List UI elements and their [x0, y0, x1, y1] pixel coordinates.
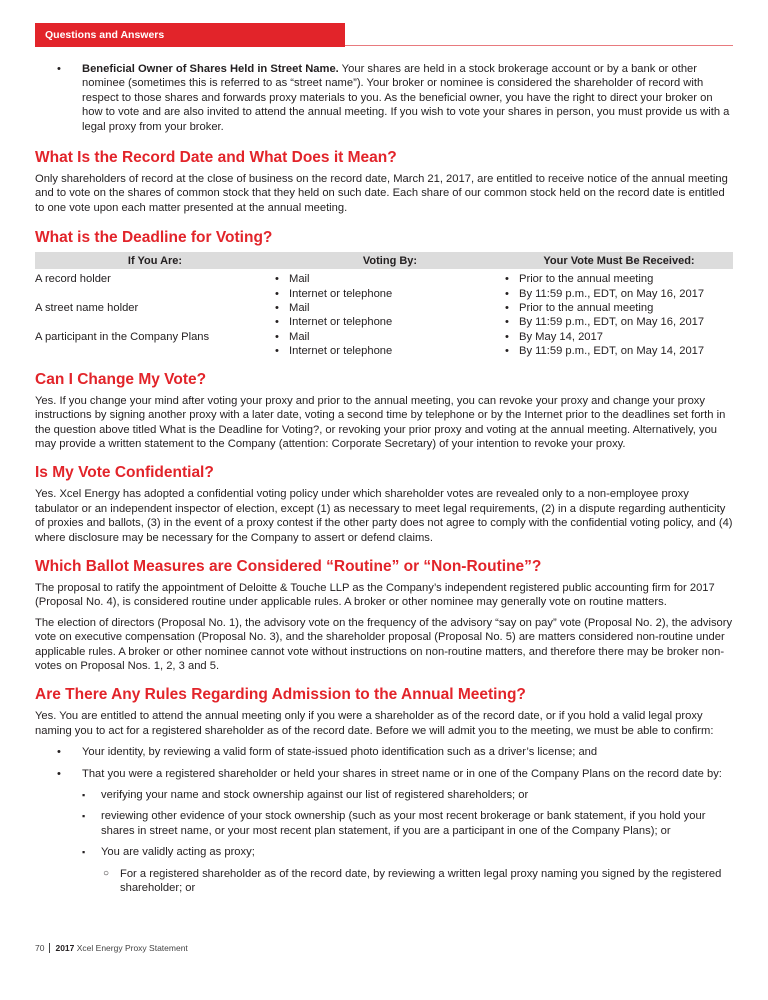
header-rule — [345, 45, 733, 46]
method-item: • Mail — [275, 330, 505, 344]
list-item-text: For a registered shareholder as of the record date, by reviewing a written legal proxy naming you signed by the registered shareholder; or — [120, 867, 722, 895]
section-heading: What Is the Record Date and What Does it Mean? — [35, 149, 397, 167]
section-heading: Is My Vote Confidential? — [35, 464, 214, 482]
section-body: Yes. If you change your mind after voting your proxy and prior to the annual meeting, you can revoke your proxy and change your proxy instructions by signing another proxy with a later date, voting a second time by telephone or by the Internet prior to the deadlines set forth in the question above titled What is the Deadline for Voting?, or revoking your prior proxy and voting at the annual meeting. Alternatively, you may provide a written statement to the Company (attention: Corporate Secretary) of your intention to revoke your proxy. — [35, 394, 726, 450]
section-deadline — [35, 229, 735, 358]
sub-sub-list-item — [35, 867, 735, 896]
method-item: • Mail — [275, 301, 505, 315]
section-heading: Can I Change My Vote? — [35, 370, 207, 388]
method-item: • Internet or telephone — [275, 315, 505, 329]
square-bullet-marker: ▪ — [82, 847, 86, 858]
section-body: The proposal to ratify the appointment of Deloitte & Touche LLP as the Company’s independent registered public accounting firm for 2017 (Proposal No. 4), is considered routine under applicable rules. A broker or other nominee may generally vote on routine matters. — [35, 581, 715, 609]
deadline-cell — [505, 301, 733, 330]
circle-bullet-marker: ○ — [103, 867, 110, 879]
intro-bullet — [35, 62, 735, 134]
method-cell — [275, 330, 505, 359]
holder-cell: A record holder — [35, 273, 111, 286]
deadline-item: • By 11:59 p.m., EDT, on May 16, 2017 — [505, 287, 733, 301]
deadline-item: • By May 14, 2017 — [505, 330, 733, 344]
deadline-cell — [505, 330, 733, 359]
sub-list-item — [35, 788, 735, 802]
deadline-item: • Prior to the annual meeting — [505, 272, 733, 286]
list-item-text: You are validly acting as proxy; — [101, 846, 255, 859]
section-confidential — [35, 464, 735, 545]
column-header: Voting By: — [362, 254, 418, 267]
footer-year: 2017 — [55, 943, 75, 953]
bullet-marker: • — [57, 767, 61, 780]
section-heading: What is the Deadline for Voting? — [35, 229, 273, 247]
section-heading: Are There Any Rules Regarding Admission to the Annual Meeting? — [35, 686, 526, 704]
sub-list-item — [35, 845, 735, 859]
method-item: • Internet or telephone — [275, 344, 505, 358]
section-change-vote — [35, 371, 735, 452]
square-bullet-marker: ▪ — [82, 811, 86, 822]
list-item — [35, 745, 735, 759]
section-header-bar — [35, 23, 345, 47]
list-item — [35, 767, 735, 781]
section-routine — [35, 558, 735, 673]
section-body: Yes. You are entitled to attend the annual meeting only if you were a shareholder as of the record date, or if you hold a valid legal proxy naming you to act for a registered shareholder as of the record date. Before we will admit you to the meeting, we must be able to confirm: — [35, 710, 714, 737]
table-body — [35, 269, 733, 358]
list-item-text: That you were a registered shareholder or held your shares in street name or in one of the Company Plans on the record date by: — [82, 767, 722, 780]
table-row — [35, 301, 733, 330]
table-row — [35, 272, 733, 301]
holder-cell: A street name holder — [35, 302, 139, 315]
footer-title: Xcel Energy Proxy Statement — [76, 943, 188, 953]
page-number: 70 — [35, 943, 50, 953]
holder-cell: A participant in the Company Plans — [35, 330, 210, 343]
bullet-marker: • — [57, 746, 61, 759]
deadline-item: • Prior to the annual meeting — [505, 301, 733, 315]
admission-list — [35, 745, 735, 895]
method-item: • Internet or telephone — [275, 287, 505, 301]
deadline-item: • By 11:59 p.m., EDT, on May 16, 2017 — [505, 315, 733, 329]
column-header: Your Vote Must Be Received: — [543, 254, 695, 267]
bullet-marker: • — [57, 63, 61, 75]
intro-bullet-text: Your shares are held in a stock brokerage account or by a bank or other nominee (sometimes this is referred to as “street name”). Your broker or nominee is considered the shareholder of record with respect to those shares and forwards proxy materials to you. As the beneficial owner, you have the right to direct your broker on how to vote and are also invited to attend the annual meeting. If you wish to vote your shares in person, you must provide us with a legal proxy from your broker. — [82, 63, 730, 133]
section-record-date — [35, 149, 735, 215]
section-admission — [35, 686, 735, 895]
list-item-text: reviewing other evidence of your stock ownership (such as your most recent brokerage or bank statement, if you hold your shares in street name, or your most recent plan statement, if you are a participant in one of the Company Plans); or — [101, 810, 706, 837]
page-content — [35, 62, 735, 895]
sub-list-item — [35, 809, 735, 838]
column-header: If You Are: — [127, 254, 183, 267]
list-item-text: Your identity, by reviewing a valid form of state-issued photo identification such as a driver’s license; and — [82, 746, 598, 759]
list-item-text: verifying your name and stock ownership against our list of registered shareholders; or — [101, 789, 529, 801]
table-header — [35, 252, 733, 269]
deadline-item: • By 11:59 p.m., EDT, on May 14, 2017 — [505, 344, 733, 358]
voting-deadline-table — [35, 252, 733, 358]
deadline-cell — [505, 272, 733, 301]
section-title: Questions and Answers — [45, 29, 165, 41]
page-footer — [35, 943, 188, 953]
method-cell — [275, 272, 505, 301]
section-body: Only shareholders of record at the close of business on the record date, March 21, 2017, are entitled to receive notice of the annual meeting and to vote on the shares of common stock that they held on such date. Each share of our common stock held on the record date is entitled to one vote upon each matter presented at the annual meeting. — [35, 173, 728, 214]
table-row — [35, 330, 733, 359]
section-body: The election of directors (Proposal No. 1), the advisory vote on the frequency of the advisory “say on pay” vote (Proposal No. 2), the advisory vote on executive compensation (Proposal No. 3), and the shareholder proposal (Proposal No. 5) are matters considered non-routine under applicable rules. A broker or other nominee cannot vote without instructions on non-routine matters, and therefore there may be broker non-votes on Proposal Nos. 1, 2, 3 and 5. — [35, 616, 733, 672]
section-heading: Which Ballot Measures are Considered “Routine” or “Non-Routine”? — [35, 557, 542, 575]
method-item: • Mail — [275, 272, 505, 286]
section-body: Yes. Xcel Energy has adopted a confidential voting policy under which shareholder votes are revealed only to a non-employee proxy tabulator or an independent inspector of election, except (1) as necessary to meet legal requirements, (2) in a dispute regarding authenticity of proxies and ballots, (3) in the event of a proxy contest if the other party does not agree to comply with the confidential voting policy, and (4) where disclosure may be necessary for the Company to assert or defend claims. — [35, 488, 733, 544]
square-bullet-marker: ▪ — [82, 790, 86, 800]
method-cell — [275, 301, 505, 330]
section-header — [35, 23, 733, 47]
intro-bullet-bold: Beneficial Owner of Shares Held in Street Name. — [82, 63, 339, 75]
